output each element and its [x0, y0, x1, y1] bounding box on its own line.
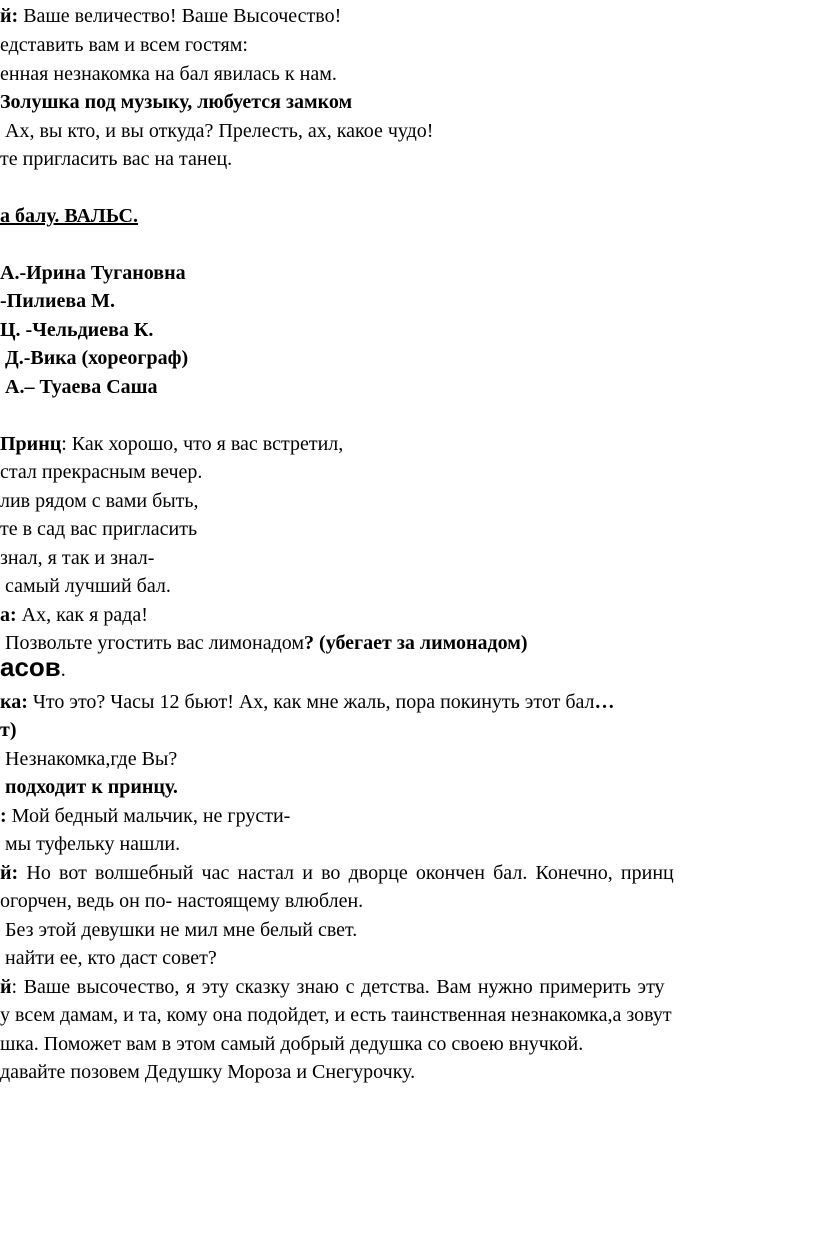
- cast-line: -Пилиева М.: [0, 290, 116, 312]
- text-line: те пригласить вас на танец.: [0, 148, 233, 170]
- text-line: ка: Что это? Часы 12 бьют! Ах, как мне жаль, пора покинуть этот бал…: [0, 691, 615, 713]
- cast-line: А.– Туаева Саша: [0, 376, 158, 398]
- text-line: шка. Поможет вам в этом самый добрый дедушка со своею внучкой.: [0, 1033, 584, 1055]
- text-line: й: Ваше высочество, я эту сказку знаю с детства. Вам нужно примерить эту: [0, 976, 665, 998]
- section-heading: асов.: [0, 652, 66, 682]
- text-line: й: Ваше величество! Ваше Высочество!: [0, 5, 342, 27]
- text-line: а: Ах, как я рада!: [0, 604, 148, 626]
- cast-line: А.-Ирина Тугановна: [0, 262, 186, 284]
- text-line: едставить вам и всем гостям:: [0, 34, 248, 56]
- text-line: те в сад вас пригласить: [0, 518, 198, 540]
- text-line: Без этой девушки не мил мне белый свет.: [0, 919, 358, 941]
- text-line: самый лучший бал.: [0, 575, 171, 597]
- text-line: лив рядом с вами быть,: [0, 490, 199, 512]
- cast-line: Д.-Вика (хореограф): [0, 347, 189, 369]
- text-line: знал, я так и знал-: [0, 547, 155, 569]
- stage-direction: Золушка под музыку, любуется замком: [0, 91, 353, 113]
- text-line: у всем дамам, и та, кому она подойдет, и есть таинственная незнакомка,а зовут: [0, 1004, 672, 1026]
- text-line: енная незнакомка на бал явилась к нам.: [0, 63, 337, 85]
- text-line: давайте позовем Дедушку Мороза и Снегурочку.: [0, 1061, 416, 1083]
- text-line: Незнакомка,где Вы?: [0, 748, 178, 770]
- text-line: Ах, вы кто, и вы откуда? Прелесть, ах, какое чудо!: [0, 120, 434, 142]
- text-line: й: Но вот волшебный час настал и во дворце окончен бал. Конечно, принц: [0, 862, 674, 884]
- text-line: т): [0, 719, 17, 741]
- text-line: стал прекрасным вечер.: [0, 461, 203, 483]
- text-line: Позвольте угостить вас лимонадом? (убегает за лимонадом): [0, 632, 528, 654]
- text-line: огорчен, ведь он по- настоящему влюблен.: [0, 890, 364, 912]
- cast-line: Ц. -Чельдиева К.: [0, 319, 154, 341]
- text-line: Принц: Как хорошо, что я вас встретил,: [0, 433, 344, 455]
- text-line: мы туфельку нашли.: [0, 833, 181, 855]
- section-heading: а балу. ВАЛЬС.: [0, 205, 138, 227]
- stage-direction: подходит к принцу.: [0, 776, 178, 798]
- text-line: : Мой бедный мальчик, не грусти-: [0, 805, 291, 827]
- text-line: найти ее, кто даст совет?: [0, 947, 217, 969]
